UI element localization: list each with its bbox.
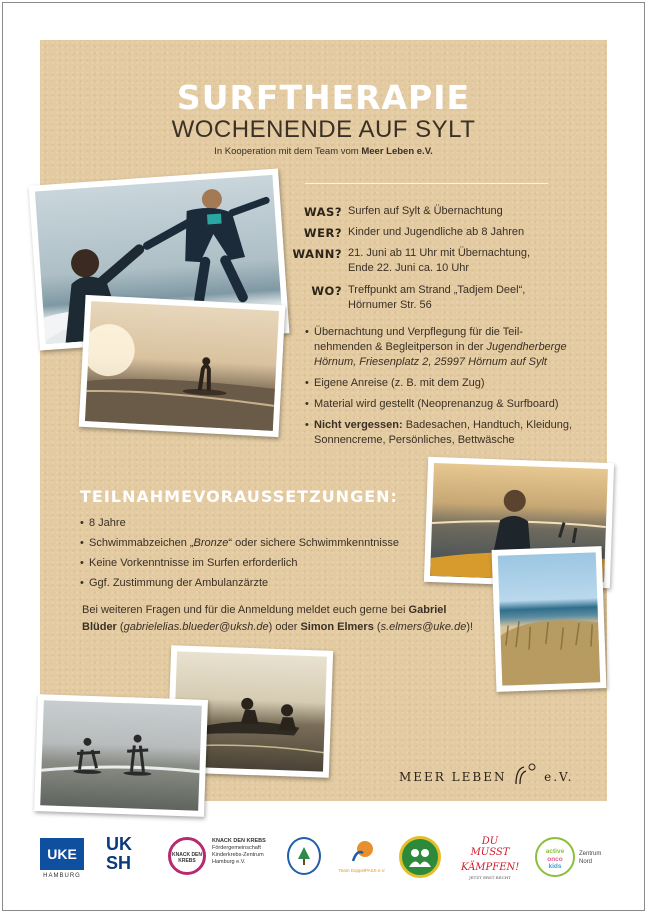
value-wer — [348, 225, 568, 240]
bullet-text-italic: Hörnum, Friesenplatz 2, 25997 Hörnum auf Sylt — [314, 356, 547, 368]
kaempfen-text: KÄMPFEN! — [461, 862, 520, 873]
label-wann: WANN? — [292, 247, 342, 261]
label-was: WAS? — [303, 205, 342, 219]
team-doppelpass-logo — [337, 839, 387, 873]
value-wo-line-2: Hörnumer Str. 56 — [348, 299, 432, 311]
list-item — [305, 397, 595, 412]
bullet-text: Badesachen, Handtuch, Kleidung, — [402, 419, 573, 431]
meer-leben-logo — [399, 763, 573, 785]
requirement-text: “ oder sichere Schwimmkenntnisse — [228, 537, 399, 549]
active-oncokids-text — [579, 850, 601, 866]
photo-sunset-surfer — [79, 295, 286, 437]
wave-icon — [512, 763, 538, 785]
value-was — [348, 204, 568, 219]
bullet-text: Eigene Anreise (z. B. mit dem Zug) — [314, 377, 485, 389]
contact-text: )! — [466, 621, 474, 633]
value-wo-line-1: Treffpunkt am Strand „Tadjem Deel“, — [348, 284, 526, 296]
bullet-text: Material wird gestellt (Neoprenanzug & Surfboard) — [314, 398, 559, 410]
sun-figure-icon — [347, 839, 377, 863]
photo-wave-surfers-image — [40, 700, 202, 810]
knack-den-krebs-line: Hamburg e.V. — [212, 859, 246, 865]
list-item — [80, 536, 420, 551]
uksh-logo — [106, 835, 146, 873]
contact-text: ) oder — [268, 621, 301, 633]
contact-name: Simon Elmers — [300, 621, 374, 633]
contact-text: Bei weiteren Fragen und für die Anmeldung meldet euch gerne bei — [82, 604, 409, 616]
nord-text: Nord — [579, 859, 593, 865]
list-item — [305, 418, 595, 448]
list-item — [305, 376, 595, 391]
requirement-text: 8 Jahre — [89, 517, 126, 529]
wave-surfers-illustration — [40, 700, 202, 810]
knack-den-krebs-text — [212, 838, 266, 866]
kids-text: kids — [548, 863, 562, 870]
uke-city: HAMBURG — [43, 873, 81, 879]
list-item — [80, 516, 420, 531]
info-bullet-list — [305, 325, 595, 454]
photo-sunset-surfer-image — [85, 301, 279, 431]
uksh-bottom: SH — [106, 853, 132, 873]
zentrum-text: Zentrum — [579, 851, 602, 857]
knack-den-krebs-line: Kinderkrebs-Zentrum — [212, 852, 264, 858]
brand-suffix: e.V. — [544, 770, 574, 784]
bullet-text: Übernachtung und Verpflegung für die Teil- — [314, 326, 523, 338]
du-musst-text: DU MUSST — [470, 836, 510, 858]
list-item — [80, 556, 420, 571]
value-wer-line: Kinder und Jugendliche ab 8 Jahren — [348, 226, 525, 238]
page-subtitle: WOCHENENDE AUF SYLT — [171, 116, 476, 143]
active-oncokids-logo — [535, 837, 610, 881]
page-title: SURFTHERAPIE — [176, 78, 471, 117]
value-was-line: Surfen auf Sylt & Übernachtung — [348, 205, 503, 217]
photo-wave-surfers — [34, 694, 208, 817]
knack-den-krebs-logo — [168, 837, 298, 883]
uksh-top: UK — [106, 834, 132, 854]
contact-name: Gabriel Blüder — [82, 604, 447, 633]
round-seal-logo — [287, 837, 321, 875]
knack-den-krebs-badge — [168, 837, 206, 875]
list-item — [80, 576, 420, 591]
label-wer: WER? — [303, 226, 342, 240]
cooperation-prefix: In Kooperation mit dem Team vom — [214, 146, 359, 157]
onco-text: onco — [547, 855, 563, 863]
list-item — [305, 325, 595, 370]
requirement-text: Keine Vorkenntnisse im Surfen erforderlich — [89, 557, 298, 569]
requirement-text-italic: Bronze — [193, 537, 229, 549]
value-wo — [348, 283, 568, 313]
dune-illustration — [498, 552, 600, 685]
green-circle-logo — [399, 836, 441, 878]
knack-den-krebs-title: KNACK DEN KREBS — [212, 838, 266, 844]
contact-paragraph — [82, 602, 477, 636]
uke-mark: UKE — [40, 838, 84, 870]
cooperation-line — [0, 146, 647, 157]
value-wann-line-1: 21. Juni ab 11 Uhr mit Übernachtung, — [348, 247, 531, 259]
divider — [305, 183, 548, 184]
knack-den-krebs-badge-text: KNACK DEN KREBS — [172, 852, 202, 864]
du-musst-kaempfen-logo — [461, 836, 519, 880]
contact-text: ( — [373, 621, 381, 633]
sunset-illustration — [85, 301, 279, 431]
bullet-text: Sonnencreme, Persönliches, Bettwäsche — [314, 434, 515, 446]
value-wann — [348, 246, 568, 276]
photo-beach-dune — [492, 546, 607, 692]
requirement-text: Schwimmabzeichen „ — [89, 537, 194, 549]
requirements-list — [80, 516, 420, 596]
partner-logos — [35, 830, 612, 890]
bullet-text-bold: Nicht vergessen: — [314, 419, 403, 431]
cooperation-partner: Meer Leben e.V. — [361, 146, 433, 157]
contact-text: ( — [116, 621, 124, 633]
photo-beach-dune-image — [498, 552, 600, 685]
tree-icon — [289, 839, 319, 873]
bullet-text: nehmenden & Begleitperson in der — [314, 341, 487, 353]
contact-email-link[interactable]: gabrielelias.blueder@uksh.de — [123, 621, 269, 633]
requirement-text: Ggf. Zustimmung der Ambulanzärzte — [89, 577, 269, 589]
team-doppelpass-text: Team DoppelPASS e.V. — [338, 868, 386, 873]
people-icon — [402, 839, 438, 875]
brand-name: MEER LEBEN — [399, 770, 507, 784]
jetzt-erst-recht-text: JETZT ERST RECHT — [469, 875, 511, 880]
bullet-text-italic: Jugendherberge — [486, 341, 567, 353]
active-text: active — [545, 848, 565, 855]
requirements-heading: TEILNAHMEVORAUSSETZUNGEN: — [80, 487, 398, 506]
active-oncokids-badge — [535, 837, 575, 877]
uke-logo — [40, 838, 84, 879]
knack-den-krebs-line: Fördergemeinschaft — [212, 845, 261, 851]
value-wann-line-2: Ende 22. Juni ca. 10 Uhr — [348, 262, 470, 274]
contact-email-link[interactable]: s.elmers@uke.de — [380, 621, 467, 633]
label-wo: WO? — [311, 284, 342, 298]
